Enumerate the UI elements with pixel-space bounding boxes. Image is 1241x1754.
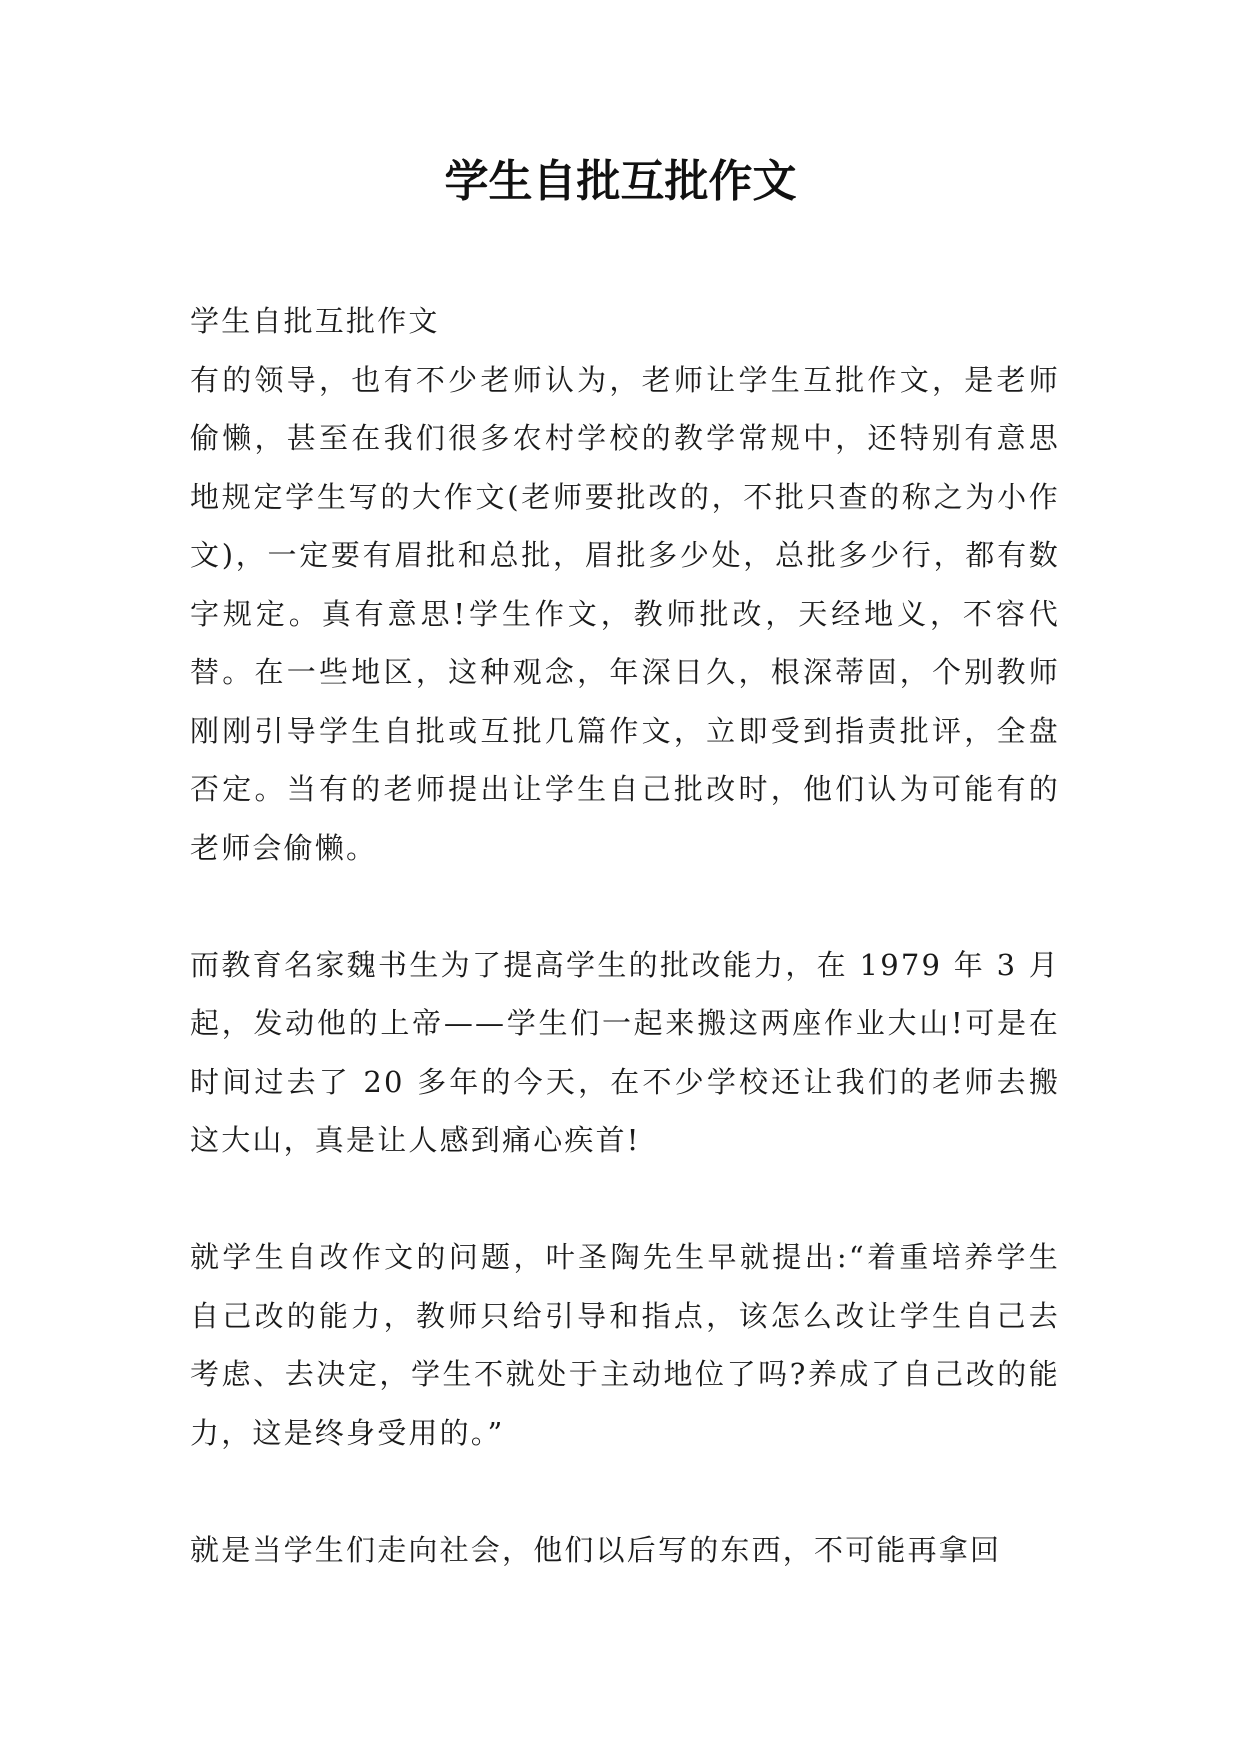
paragraph-1: 有的领导，也有不少老师认为，老师让学生互批作文，是老师偷懒，甚至在我们很多农村学校的教学常规中，还特别有意思地规定学生写的大作文(老师要批改的，不批只查的称之为小作文)，一定要有眉批和总批，眉批多少处，总批多少行，都有数字规定。真有意思!学生作文，教师批改，天经地义，不容代替。在一些地区，这种观念，年深日久，根深蒂固，个别教师刚刚引导学生自批或互批几篇作文，立即受到指责批评，全盘否定。当有的老师提出让学生自己批改时，他们认为可能有的老师会偷懒。 [190, 362, 1060, 865]
document-subtitle: 学生自批互批作文 [190, 304, 440, 338]
document-title: 学生自批互批作文 [444, 156, 797, 207]
document-body [190, 292, 1060, 1579]
paragraph-2: 而教育名家魏书生为了提高学生的批改能力，在 1979 年 3 月起，发动他的上帝——学生们一起来搬这两座作业大山!可是在时间过去了 20 多年的今天，在不少学校还让我们的老师去搬这大山，真是让人感到痛心疾首! [190, 947, 1060, 1157]
paragraph-4: 就是当学生们走向社会，他们以后写的东西，不可能再拿回 [190, 1532, 1002, 1567]
paragraph-3: 就学生自改作文的问题，叶圣陶先生早就提出:“着重培养学生自己改的能力，教师只给引导和指点，该怎么改让学生自己去考虑、去决定，学生不就处于主动地位了吗?养成了自己改的能力，这是终身受用的。” [190, 1240, 1060, 1450]
